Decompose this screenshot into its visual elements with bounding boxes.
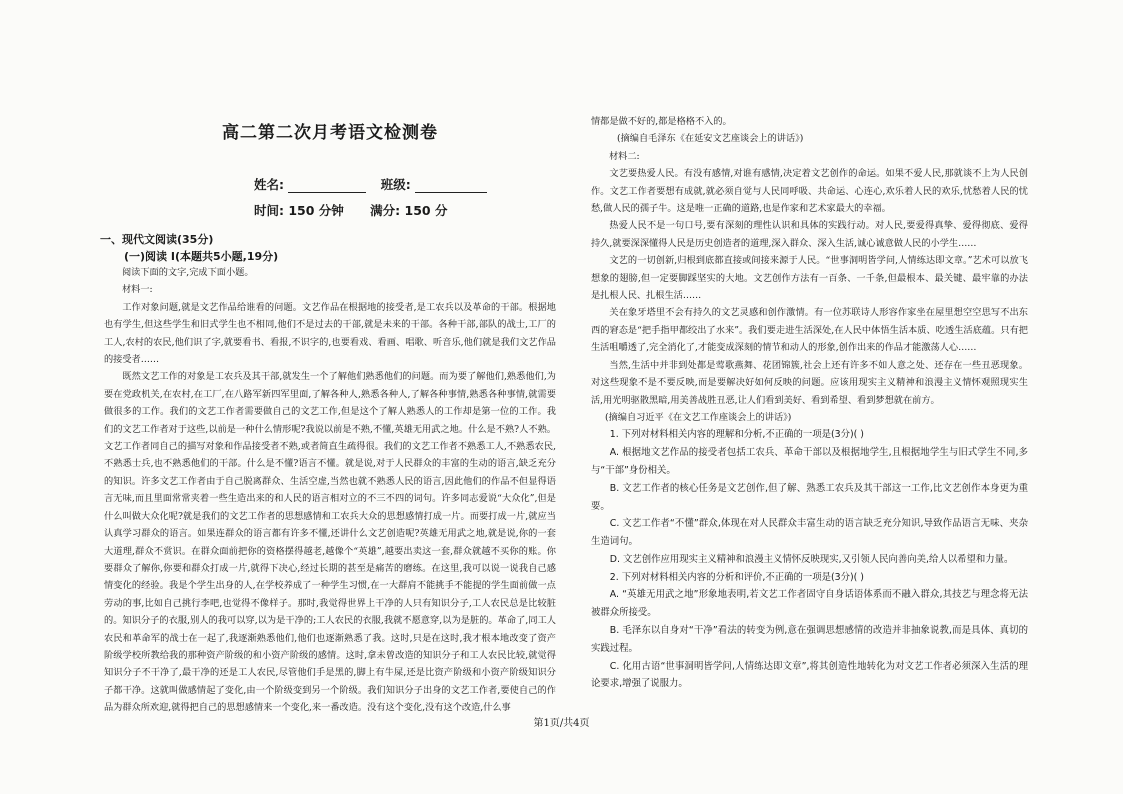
name-label: 姓名: [254,177,284,192]
name-class-row [254,175,556,195]
paragraph: 文艺要热爱人民。有没有感情,对谁有感情,决定着文艺创作的命运。如果不爱人民,那就谈不上为人民创作。文艺工作者要想有成就,就必须自觉与人民同呼吸、共命运、心连心,欢乐着人民的欢乐,忧愁着人民的忧愁,做人民的孺子牛。这是唯一正确的道路,也是作家和艺术家最大的幸福。 [591,168,1028,215]
score-label: 满分: 150 分 [370,203,448,218]
name-field[interactable] [288,180,366,193]
instruction-text: 阅读下面的文字,完成下面小题。 [122,267,254,278]
citation: (摘编自习近平《在文艺工作座谈会上的讲话》) [605,411,792,423]
page-number: 第1页/共4页 [533,718,590,729]
material-two-label: 材料二: [609,150,640,162]
citation: (摘编自毛泽东《在延安文艺座谈会上的讲话》) [617,133,804,145]
option-b: B. 毛泽东以自身对“干净”看法的转变为例,意在强调思想感情的改造并非抽象说教,而是具体、真切的实践过程。 [591,625,1028,654]
paragraph: 文艺的一切创新,归根到底都直接或间接来源于人民。“世事洞明皆学问,人情练达即文章。”艺术可以放飞想象的翅膀,但一定要脚踩坚实的大地。文艺创作方法有一百条、一千条,但最根本、最关键、最牢靠的办法是扎根人民、扎根生活…… [591,255,1028,302]
option-c: C. 化用古语“世事洞明皆学问,人情练达即文章”,将其创造性地转化为对文艺工作者必须深入生活的理论要求,增强了说服力。 [591,660,1028,690]
question-2: 2. 下列对材料相关内容的分析和评价,不正确的一项是(3分)( ) [609,571,864,583]
paragraph: 既然文艺工作的对象是工农兵及其干部,就发生一个了解他们熟悉他们的问题。而为要了解他们,熟悉他们,为要在党政机关,在农村,在工厂,在八路军新四军里面,了解各种人,熟悉各种人,了解各种事情,熟悉各种事情,就需要做很多的工作。我们的文艺工作者需要做自己的文艺工作,但是这个了解人熟悉人的工作却是第一位的工作。我们的文艺工作者对于这些,以前是一种什么情形呢?我说以前是不熟,不懂,英雄无用武之地。什么是不熟?人不熟。文艺工作者同自己的描写对象和作品接受者不熟,或者简直生疏得很。我们的文艺工作者不熟悉工人,不熟悉农民,不熟悉士兵,也不熟悉他们的干部。什么是不懂?语言不懂。就是说,对于人民群众的丰富的生动的语言,缺乏充分的知识。许多文艺工作者由于自己脱离群众、生活空虚,当然也就不熟悉人民的语言,因此他们的作品不但显得语言无味,而且里面常常夹着一些生造出来的和人民的语言相对立的不三不四的词句。许多同志爱说“大众化”,但是什么叫做大众化呢?就是我们的文艺工作者的思想感情和工农兵大众的思想感情打成一片。而要打成一片,就应当认真学习群众的语言。如果连群众的语言都有许多不懂,还讲什么文艺创造呢?英雄无用武之地,就是说,你的一套大道理,群众不赏识。在群众面前把你的资格摆得越老,越像个“英雄”,越要出卖这一套,群众就越不买你的账。你要群众了解你,你要和群众打成一片,就得下决心,经过长期的甚至是痛苦的磨练。在这里,我可以说一说我自己感情变化的经验。我是个学生出身的人,在学校养成了一种学生习惯,在一大群肩不能挑手不能提的学生面前做一点劳动的事,比如自己挑行李吧,也觉得不像样子。那时,我觉得世界上干净的人只有知识分子,工人农民总是比较脏的。知识分子的衣服,别人的我可以穿,以为是干净的;工人农民的衣服,我就不愿意穿,以为是脏的。革命了,同工人农民和革命军的战士在一起了,我逐渐熟悉他们,他们也逐渐熟悉了我。这时,只是在这时,我才根本地改变了资产阶级学校所教给我的那种资产阶级的和小资产阶级的感情。这时,拿未曾改造的知识分子和工人农民比较,就觉得知识分子不干净了,最干净的还是工人农民,尽管他们手是黑的,脚上有牛屎,还是比资产阶级和小资产阶级知识分子都干净。这就叫做感情起了变化,由一个阶级变到另一个阶级。我们知识分子出身的文艺工作者,要使自己的作品为群众所欢迎,就得把自己的思想感情来一个变化,来一番改造。没有这个变化,没有这个改造,什么事 [104,371,556,714]
left-column [100,118,556,717]
section-heading: 一、现代文阅读(35分) [100,233,214,246]
paragraph: 工作对象问题,就是文艺作品给谁看的问题。文艺作品在根据地的接受者,是工农兵以及革命的干部。根据地也有学生,但这些学生和旧式学生也不相同,他们不是过去的干部,就是未来的干部。各种干部,部队的战士,工厂的工人,农村的农民,他们识了字,就要看书、看报,不识字的,也要看戏、看画、唱歌、听音乐,他们就是我们文艺作品的接受者…… [104,301,556,366]
option-d: D. 文艺创作应用现实主义精神和浪漫主义情怀反映现实,又引领人民向善向美,给人以希望和力量。 [609,553,1014,565]
material-one-label: 材料一: [122,284,153,296]
paragraph: 当然,生活中并非到处都是莺歌燕舞、花团锦簇,社会上还有许多不如人意之处、还存在一些丑恶现象。对这些现象不是不要反映,而是要解决好如何反映的问题。应该用现实主义精神和浪漫主义情怀观照现实生活,用光明驱散黑暗,用美善战胜丑恶,让人们看到美好、看到希望、看到梦想就在前方。 [591,359,1028,406]
option-a: A. “英雄无用武之地”形象地表明,若文艺工作者固守自身话语体系而不融入群众,其技艺与理念将无法被群众所接受。 [591,589,1028,619]
option-c: C. 文艺工作者“不懂”群众,体现在对人民群众丰富生动的语言缺乏充分知识,导致作品语言无味、夹杂生造词句。 [591,518,1028,548]
paragraph: 热爱人民不是一句口号,要有深刻的理性认识和具体的实践行动。对人民,要爱得真挚、爱得彻底、爱得持久,就要深深懂得人民是历史创造者的道理,深入群众、深入生活,诚心诚意做人民的小学生…… [591,220,1028,249]
class-field[interactable] [415,180,487,193]
page-title: 高二第二次月考语文检测卷 [222,123,438,143]
paragraph: 关在象牙塔里不会有持久的文艺灵感和创作激情。有一位苏联诗人形容作家坐在屋里想空空思写不出东西的窘态是“把手指甲都绞出了水来”。我们要走进生活深处,在人民中体悟生活本质、吃透生活底蕴。只有把生活咀嚼透了,完全消化了,才能变成深刻的情节和动人的形象,创作出来的作品才能激荡人心…… [591,307,1028,354]
time-label: 时间: 150 分钟 [254,203,344,218]
right-column [591,113,1028,693]
time-score-row [254,201,556,221]
option-b: B. 文艺工作者的核心任务是文艺创作,但了解、熟悉工农兵及其干部这一工作,比文艺创作本身更为重要。 [591,482,1028,512]
class-label: 班级: [380,177,411,192]
option-a: A. 根据地文艺作品的接受者包括工农兵、革命干部以及根据地学生,且根据地学生与旧式学生不同,多与“干部”身份相关。 [591,447,1028,476]
paragraph-continued: 情都是做不好的,都是格格不入的。 [591,116,732,127]
question-1: 1. 下列对材料相关内容的理解和分析,不正确的一项是(3分)( ) [609,429,864,441]
subsection-heading: (一)阅读 I(本题共5小题,19分) [124,250,279,263]
